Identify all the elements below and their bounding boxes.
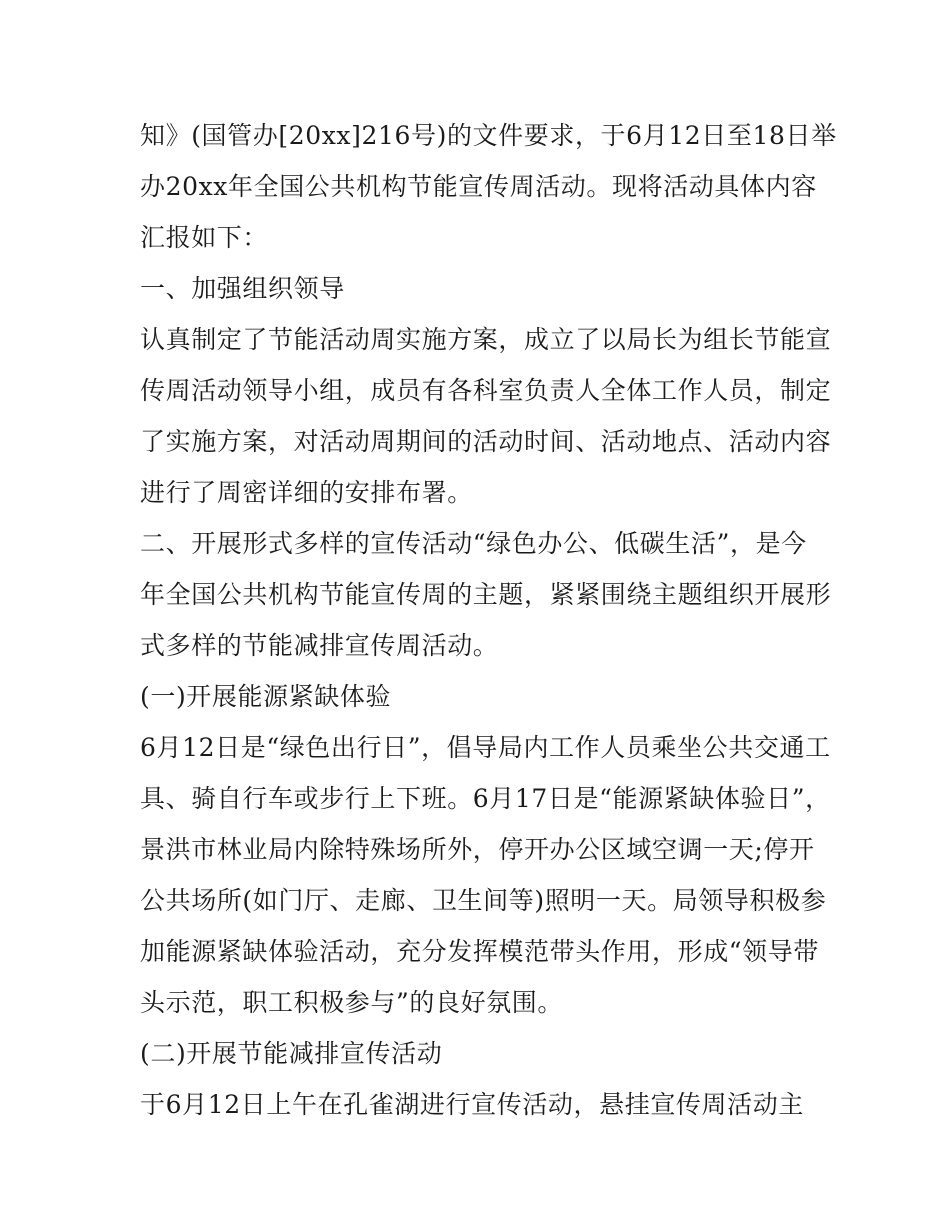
- text-line: 式多样的节能减排宣传周活动。: [140, 631, 499, 660]
- text-line: 办20xx年全国公共机构节能宣传周活动。现将活动具体内容: [140, 172, 817, 201]
- text-line: 头示范，职工积极参与”的良好氛围。: [140, 988, 563, 1017]
- text-line: 传周活动领导小组，成员有各科室负责人全体工作人员，制定: [140, 376, 832, 405]
- text-line: 了实施方案，对活动周期间的活动时间、活动地点、活动内容: [140, 427, 832, 456]
- text-line: 加能源紧缺体验活动，充分发挥模范带头作用，形成“领导带: [140, 937, 819, 966]
- text-line: 6月12日是“绿色出行日”，倡导局内工作人员乘坐公共交通工: [140, 733, 831, 762]
- text-line: 具、骑自行车或步行上下班。6月17日是“能源紧缺体验日”，: [140, 784, 831, 813]
- text-line: 汇报如下：: [140, 223, 269, 252]
- text-line: 进行了周密详细的安排布署。: [140, 478, 473, 507]
- text-line: 认真制定了节能活动周实施方案，成立了以局长为组长节能宣: [140, 325, 832, 354]
- text-line: 公共场所(如门厅、走廊、卫生间等)照明一天。局领导积极参: [140, 886, 827, 915]
- section-heading: 二、开展形式多样的宣传活动“绿色办公、低碳生活”，是今: [140, 529, 807, 558]
- subsection-heading: (二)开展节能减排宣传活动: [140, 1039, 443, 1068]
- document-body: [140, 110, 837, 1130]
- subsection-heading: (一)开展能源紧缺体验: [140, 682, 392, 711]
- text-line: 景洪市林业局内除特殊场所外，停开办公区域空调一天;停开: [140, 835, 815, 864]
- text-line: 知》(国管办[20xx]216号)的文件要求，于6月12日至18日举: [140, 121, 837, 150]
- text-line: 于6月12日上午在孔雀湖进行宣传活动，悬挂宣传周活动主: [140, 1090, 804, 1119]
- text-line: 年全国公共机构节能宣传周的主题，紧紧围绕主题组织开展形: [140, 580, 832, 609]
- section-heading: 一、加强组织领导: [140, 274, 345, 303]
